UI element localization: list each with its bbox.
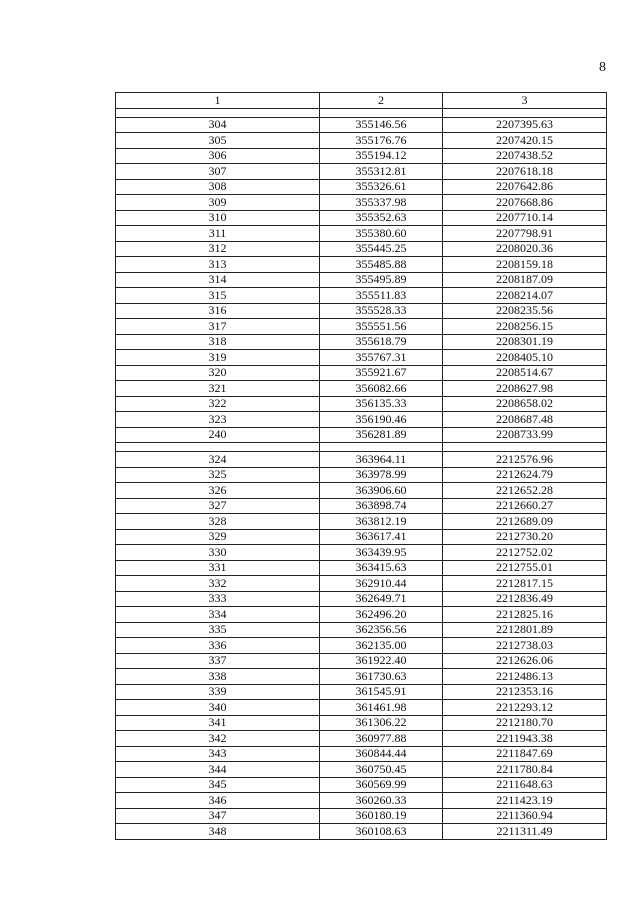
x-coordinate-cell: 360750.45 <box>320 762 443 778</box>
point-number-cell: 307 <box>116 164 320 180</box>
y-coordinate-cell: 2212353.16 <box>443 684 607 700</box>
separator-cell <box>116 108 320 117</box>
point-number-cell: 336 <box>116 638 320 654</box>
point-number-cell: 341 <box>116 715 320 731</box>
point-number-cell: 329 <box>116 529 320 545</box>
y-coordinate-cell: 2212730.20 <box>443 529 607 545</box>
table-row <box>116 133 607 149</box>
column-header-2: 2 <box>320 93 443 109</box>
table-row <box>116 529 607 545</box>
x-coordinate-cell: 355921.67 <box>320 365 443 381</box>
x-coordinate-cell: 355767.31 <box>320 350 443 366</box>
point-number-cell: 334 <box>116 607 320 623</box>
table-row <box>116 195 607 211</box>
x-coordinate-cell: 355337.98 <box>320 195 443 211</box>
y-coordinate-cell: 2212293.12 <box>443 700 607 716</box>
table-row <box>116 117 607 133</box>
table-row <box>116 653 607 669</box>
point-number-cell: 335 <box>116 622 320 638</box>
table-row <box>116 793 607 809</box>
x-coordinate-cell: 361545.91 <box>320 684 443 700</box>
x-coordinate-cell: 360260.33 <box>320 793 443 809</box>
y-coordinate-cell: 2212755.01 <box>443 560 607 576</box>
point-number-cell: 313 <box>116 257 320 273</box>
y-coordinate-cell: 2212738.03 <box>443 638 607 654</box>
point-number-cell: 347 <box>116 808 320 824</box>
x-coordinate-cell: 363964.11 <box>320 452 443 468</box>
separator-cell <box>116 443 320 452</box>
point-number-cell: 315 <box>116 288 320 304</box>
point-number-cell: 318 <box>116 334 320 350</box>
x-coordinate-cell: 355618.79 <box>320 334 443 350</box>
point-number-cell: 346 <box>116 793 320 809</box>
point-number-cell: 340 <box>116 700 320 716</box>
point-number-cell: 317 <box>116 319 320 335</box>
point-number-cell: 342 <box>116 731 320 747</box>
point-number-cell: 311 <box>116 226 320 242</box>
x-coordinate-cell: 360180.19 <box>320 808 443 824</box>
point-number-cell: 305 <box>116 133 320 149</box>
x-coordinate-cell: 363439.95 <box>320 545 443 561</box>
y-coordinate-cell: 2212689.09 <box>443 514 607 530</box>
point-number-cell: 320 <box>116 365 320 381</box>
point-number-cell: 331 <box>116 560 320 576</box>
y-coordinate-cell: 2212660.27 <box>443 498 607 514</box>
x-coordinate-cell: 360977.88 <box>320 731 443 747</box>
x-coordinate-cell: 355176.76 <box>320 133 443 149</box>
x-coordinate-cell: 362496.20 <box>320 607 443 623</box>
table-row <box>116 396 607 412</box>
table-row <box>116 303 607 319</box>
x-coordinate-cell: 355326.61 <box>320 179 443 195</box>
x-coordinate-cell: 363617.41 <box>320 529 443 545</box>
x-coordinate-cell: 361306.22 <box>320 715 443 731</box>
table-row <box>116 622 607 638</box>
table-row <box>116 427 607 443</box>
x-coordinate-cell: 361461.98 <box>320 700 443 716</box>
y-coordinate-cell: 2208214.07 <box>443 288 607 304</box>
y-coordinate-cell: 2207420.15 <box>443 133 607 149</box>
y-coordinate-cell: 2211780.84 <box>443 762 607 778</box>
table-row <box>116 210 607 226</box>
y-coordinate-cell: 2211423.19 <box>443 793 607 809</box>
table-row <box>116 808 607 824</box>
coordinates-table <box>115 92 607 840</box>
x-coordinate-cell: 355511.83 <box>320 288 443 304</box>
separator-cell <box>443 108 607 117</box>
x-coordinate-cell: 361730.63 <box>320 669 443 685</box>
table-row <box>116 467 607 483</box>
x-coordinate-cell: 362356.56 <box>320 622 443 638</box>
y-coordinate-cell: 2208658.02 <box>443 396 607 412</box>
point-number-cell: 327 <box>116 498 320 514</box>
y-coordinate-cell: 2211311.49 <box>443 824 607 840</box>
x-coordinate-cell: 355194.12 <box>320 148 443 164</box>
y-coordinate-cell: 2207395.63 <box>443 117 607 133</box>
x-coordinate-cell: 355312.81 <box>320 164 443 180</box>
table-row <box>116 498 607 514</box>
point-number-cell: 326 <box>116 483 320 499</box>
point-number-cell: 343 <box>116 746 320 762</box>
y-coordinate-cell: 2211648.63 <box>443 777 607 793</box>
x-coordinate-cell: 361922.40 <box>320 653 443 669</box>
x-coordinate-cell: 360108.63 <box>320 824 443 840</box>
table-row <box>116 483 607 499</box>
table-row <box>116 412 607 428</box>
table-row <box>116 746 607 762</box>
point-number-cell: 319 <box>116 350 320 366</box>
y-coordinate-cell: 2212486.13 <box>443 669 607 685</box>
table-row <box>116 288 607 304</box>
point-number-cell: 332 <box>116 576 320 592</box>
point-number-cell: 321 <box>116 381 320 397</box>
point-number-cell: 240 <box>116 427 320 443</box>
point-number-cell: 323 <box>116 412 320 428</box>
table-row <box>116 319 607 335</box>
x-coordinate-cell: 355352.63 <box>320 210 443 226</box>
x-coordinate-cell: 355485.88 <box>320 257 443 273</box>
point-number-cell: 333 <box>116 591 320 607</box>
y-coordinate-cell: 2208733.99 <box>443 427 607 443</box>
point-number-cell: 308 <box>116 179 320 195</box>
y-coordinate-cell: 2208627.98 <box>443 381 607 397</box>
y-coordinate-cell: 2207668.86 <box>443 195 607 211</box>
x-coordinate-cell: 363812.19 <box>320 514 443 530</box>
x-coordinate-cell: 356190.46 <box>320 412 443 428</box>
point-number-cell: 324 <box>116 452 320 468</box>
y-coordinate-cell: 2211847.69 <box>443 746 607 762</box>
column-header-3: 3 <box>443 93 607 109</box>
y-coordinate-cell: 2211360.94 <box>443 808 607 824</box>
table-row <box>116 272 607 288</box>
y-coordinate-cell: 2208514.67 <box>443 365 607 381</box>
y-coordinate-cell: 2207642.86 <box>443 179 607 195</box>
x-coordinate-cell: 363978.99 <box>320 467 443 483</box>
y-coordinate-cell: 2212626.06 <box>443 653 607 669</box>
header-row <box>116 93 607 109</box>
table-row <box>116 514 607 530</box>
table-row <box>116 226 607 242</box>
point-number-cell: 310 <box>116 210 320 226</box>
y-coordinate-cell: 2208235.56 <box>443 303 607 319</box>
section-separator-row <box>116 443 607 452</box>
table-row <box>116 762 607 778</box>
table-row <box>116 179 607 195</box>
section-separator-row <box>116 108 607 117</box>
x-coordinate-cell: 356082.66 <box>320 381 443 397</box>
y-coordinate-cell: 2207618.18 <box>443 164 607 180</box>
x-coordinate-cell: 362910.44 <box>320 576 443 592</box>
x-coordinate-cell: 362649.71 <box>320 591 443 607</box>
y-coordinate-cell: 2212836.49 <box>443 591 607 607</box>
x-coordinate-cell: 363906.60 <box>320 483 443 499</box>
table-row <box>116 241 607 257</box>
x-coordinate-cell: 363898.74 <box>320 498 443 514</box>
page-number: 8 <box>599 60 606 75</box>
table-row <box>116 715 607 731</box>
y-coordinate-cell: 2212801.89 <box>443 622 607 638</box>
point-number-cell: 316 <box>116 303 320 319</box>
table-row <box>116 684 607 700</box>
table-row <box>116 700 607 716</box>
y-coordinate-cell: 2208301.19 <box>443 334 607 350</box>
x-coordinate-cell: 356135.33 <box>320 396 443 412</box>
y-coordinate-cell: 2208159.18 <box>443 257 607 273</box>
y-coordinate-cell: 2211943.38 <box>443 731 607 747</box>
y-coordinate-cell: 2212624.79 <box>443 467 607 483</box>
point-number-cell: 304 <box>116 117 320 133</box>
x-coordinate-cell: 355551.56 <box>320 319 443 335</box>
table-row <box>116 452 607 468</box>
table-header <box>116 93 607 109</box>
x-coordinate-cell: 356281.89 <box>320 427 443 443</box>
x-coordinate-cell: 360844.44 <box>320 746 443 762</box>
y-coordinate-cell: 2212652.28 <box>443 483 607 499</box>
table-row <box>116 607 607 623</box>
y-coordinate-cell: 2208405.10 <box>443 350 607 366</box>
point-number-cell: 338 <box>116 669 320 685</box>
y-coordinate-cell: 2212817.15 <box>443 576 607 592</box>
y-coordinate-cell: 2208687.48 <box>443 412 607 428</box>
x-coordinate-cell: 355495.89 <box>320 272 443 288</box>
x-coordinate-cell: 355528.33 <box>320 303 443 319</box>
separator-cell <box>443 443 607 452</box>
table-row <box>116 334 607 350</box>
y-coordinate-cell: 2212576.96 <box>443 452 607 468</box>
y-coordinate-cell: 2207798.91 <box>443 226 607 242</box>
table-row <box>116 777 607 793</box>
y-coordinate-cell: 2208020.36 <box>443 241 607 257</box>
table-row <box>116 824 607 840</box>
table-row <box>116 545 607 561</box>
table-row <box>116 365 607 381</box>
y-coordinate-cell: 2208187.09 <box>443 272 607 288</box>
point-number-cell: 337 <box>116 653 320 669</box>
x-coordinate-cell: 360569.99 <box>320 777 443 793</box>
y-coordinate-cell: 2207710.14 <box>443 210 607 226</box>
separator-cell <box>320 443 443 452</box>
y-coordinate-cell: 2212180.70 <box>443 715 607 731</box>
point-number-cell: 330 <box>116 545 320 561</box>
table-row <box>116 257 607 273</box>
table-row <box>116 350 607 366</box>
point-number-cell: 309 <box>116 195 320 211</box>
x-coordinate-cell: 363415.63 <box>320 560 443 576</box>
table-row <box>116 576 607 592</box>
x-coordinate-cell: 355445.25 <box>320 241 443 257</box>
table-row <box>116 669 607 685</box>
point-number-cell: 314 <box>116 272 320 288</box>
point-number-cell: 312 <box>116 241 320 257</box>
table-row <box>116 164 607 180</box>
y-coordinate-cell: 2207438.52 <box>443 148 607 164</box>
point-number-cell: 306 <box>116 148 320 164</box>
point-number-cell: 345 <box>116 777 320 793</box>
x-coordinate-cell: 362135.00 <box>320 638 443 654</box>
point-number-cell: 325 <box>116 467 320 483</box>
point-number-cell: 339 <box>116 684 320 700</box>
table-row <box>116 591 607 607</box>
y-coordinate-cell: 2212752.02 <box>443 545 607 561</box>
table-row <box>116 638 607 654</box>
x-coordinate-cell: 355380.60 <box>320 226 443 242</box>
point-number-cell: 344 <box>116 762 320 778</box>
x-coordinate-cell: 355146.56 <box>320 117 443 133</box>
table-row <box>116 731 607 747</box>
y-coordinate-cell: 2208256.15 <box>443 319 607 335</box>
table-row <box>116 148 607 164</box>
table-row <box>116 560 607 576</box>
table-row <box>116 381 607 397</box>
separator-cell <box>320 108 443 117</box>
column-header-1: 1 <box>116 93 320 109</box>
y-coordinate-cell: 2212825.16 <box>443 607 607 623</box>
point-number-cell: 328 <box>116 514 320 530</box>
point-number-cell: 322 <box>116 396 320 412</box>
table-body <box>116 108 607 839</box>
point-number-cell: 348 <box>116 824 320 840</box>
